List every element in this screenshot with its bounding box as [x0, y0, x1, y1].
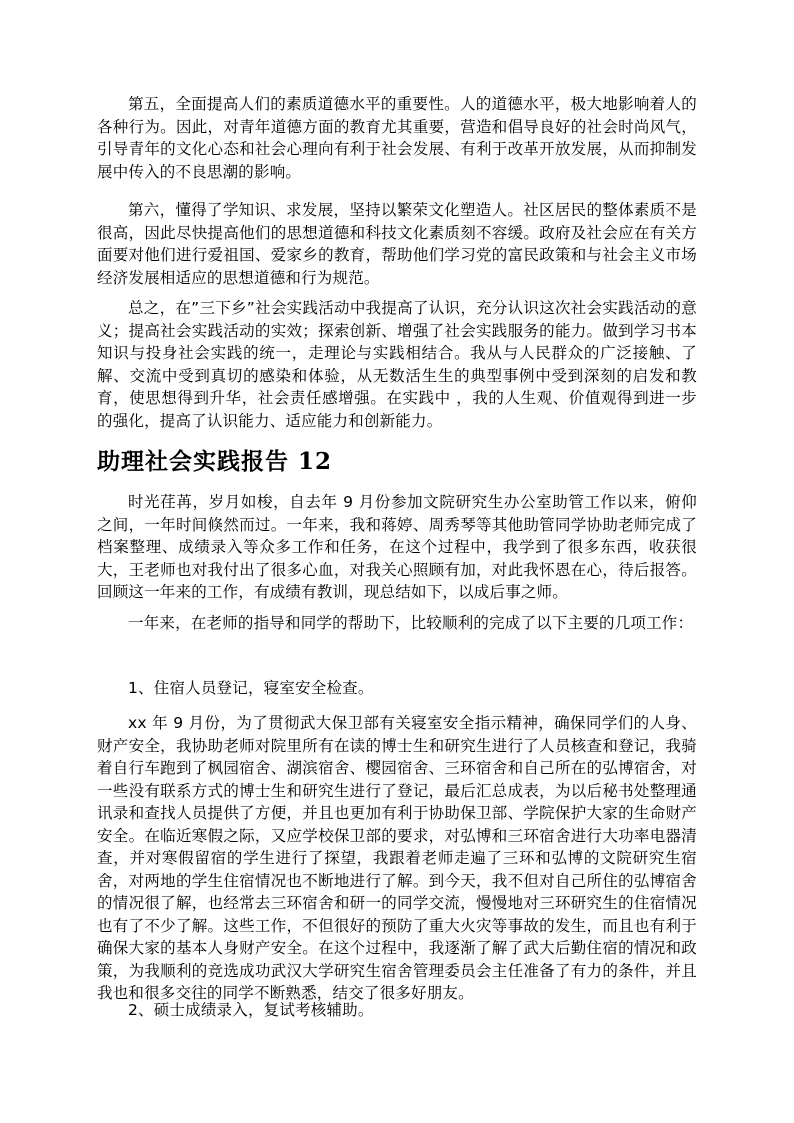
- paragraph-work-overview: 一年来，在老师的指导和同学的帮助下，比较顺利的完成了以下主要的几项工作：: [128, 614, 694, 632]
- section-heading: 助理社会实践报告 12: [97, 448, 333, 475]
- paragraph-item-1-detail: xx 年 9 月份，为了贯彻武大保卫部有关寝室安全指示精神，确保同学们的人身、财产安全，我协助老师对院里所有在读的博士生和研究生进行了人员核查和登记，我骑着自行车跑到了枫园宿舍、湖滨宿舍、樱园宿舍、三环宿舍和自己所在的弘博宿舍，对一些没有联系方式的博士生和研究生进行了登记，最后汇总成表，为以后秘书处整理通讯录和查找人员提供了方便，并且也更加有利于协助保卫部、学院保护大家的生命财产安全。在临近寒假之际，又应学校保卫部的要求，对弘博和三环宿舍进行大功率电器清查，并对寒假留宿的学生进行了探望，我跟着老师走遍了三环和弘博的文院研究生宿舍，对两地的学生住宿情况也不断地进行了解。到今天，我不但对自己所住的弘博宿舍的情况很了解，也经常去三环宿舍和研一的同学交流，慢慢地对三环研究生的住宿情况也有了不少了解。这些工作，不但很好的预防了重大火灾等事故的发生，而且也有利于确保大家的基本人身财产安全。在这个过程中，我逐渐了解了武大后勤住宿的情况和政策，为我顺利的竞选成功武汉大学研究生宿舍管理委员会主任准备了有力的条件，并且我也和很多交往的同学不断熟悉，结交了很多好朋友。: [97, 714, 697, 1002]
- paragraph-intro: 时光荏苒，岁月如梭，自去年 9 月份参加文院研究生办公室助管工作以来，俯仰之间，一年时间倏然而过。一年来，我和蒋婷、周秀琴等其他助管同学协助老师完成了档案整理、成绩录入等众多工作和任务，在这个过程中，我学到了很多东西，收获很大，王老师也对我付出了很多心血，对我关心照顾有加，对此我怀恩在心，待后报答。回顾这一年来的工作，有成绩有教训，现总结如下，以成后事之师。: [97, 493, 697, 601]
- paragraph-fifth-point: 第五，全面提高人们的素质道德水平的重要性。人的道德水平，极大地影响着人的各种行为。因此，对青年道德方面的教育尤其重要，营造和倡导良好的社会时尚风气，引导青年的文化心态和社会心理向有利于社会发展、有利于改革开放发展，从而抑制发展中传入的不良思潮的影响。: [97, 95, 697, 181]
- subheading-item-2: 2、硕士成绩录入，复试考核辅助。: [128, 1001, 374, 1019]
- paragraph-summary: 总之，在”三下乡”社会实践活动中我提高了认识，充分认识这次社会实践活动的意义；提高社会实践活动的实效；探索创新、增强了社会实践服务的能力。做到学习书本知识与投身社会实践的统一，走理论与实践相结合。我从与人民群众的广泛接触、了解、交流中受到真切的感染和体验，从无数活生生的典型事例中受到深刻的启发和教育，使思想得到升华，社会责任感增强。在实践中 ，我的人生观、价值观得到进一步的强化，提高了认识能力、适应能力和创新能力。: [97, 299, 697, 430]
- subheading-item-1: 1、住宿人员登记，寝室安全检查。: [128, 679, 374, 697]
- paragraph-sixth-point: 第六，懂得了学知识、求发展，坚持以繁荣文化塑造人。社区居民的整体素质不是很高，因此尽快提高他们的思想道德和科技文化素质刻不容缓。政府及社会应在有关方面要对他们进行爱祖国、爱家乡的教育，帮助他们学习党的富民政策和与社会主义市场经济发展相适应的思想道德和行为规范。: [97, 201, 697, 287]
